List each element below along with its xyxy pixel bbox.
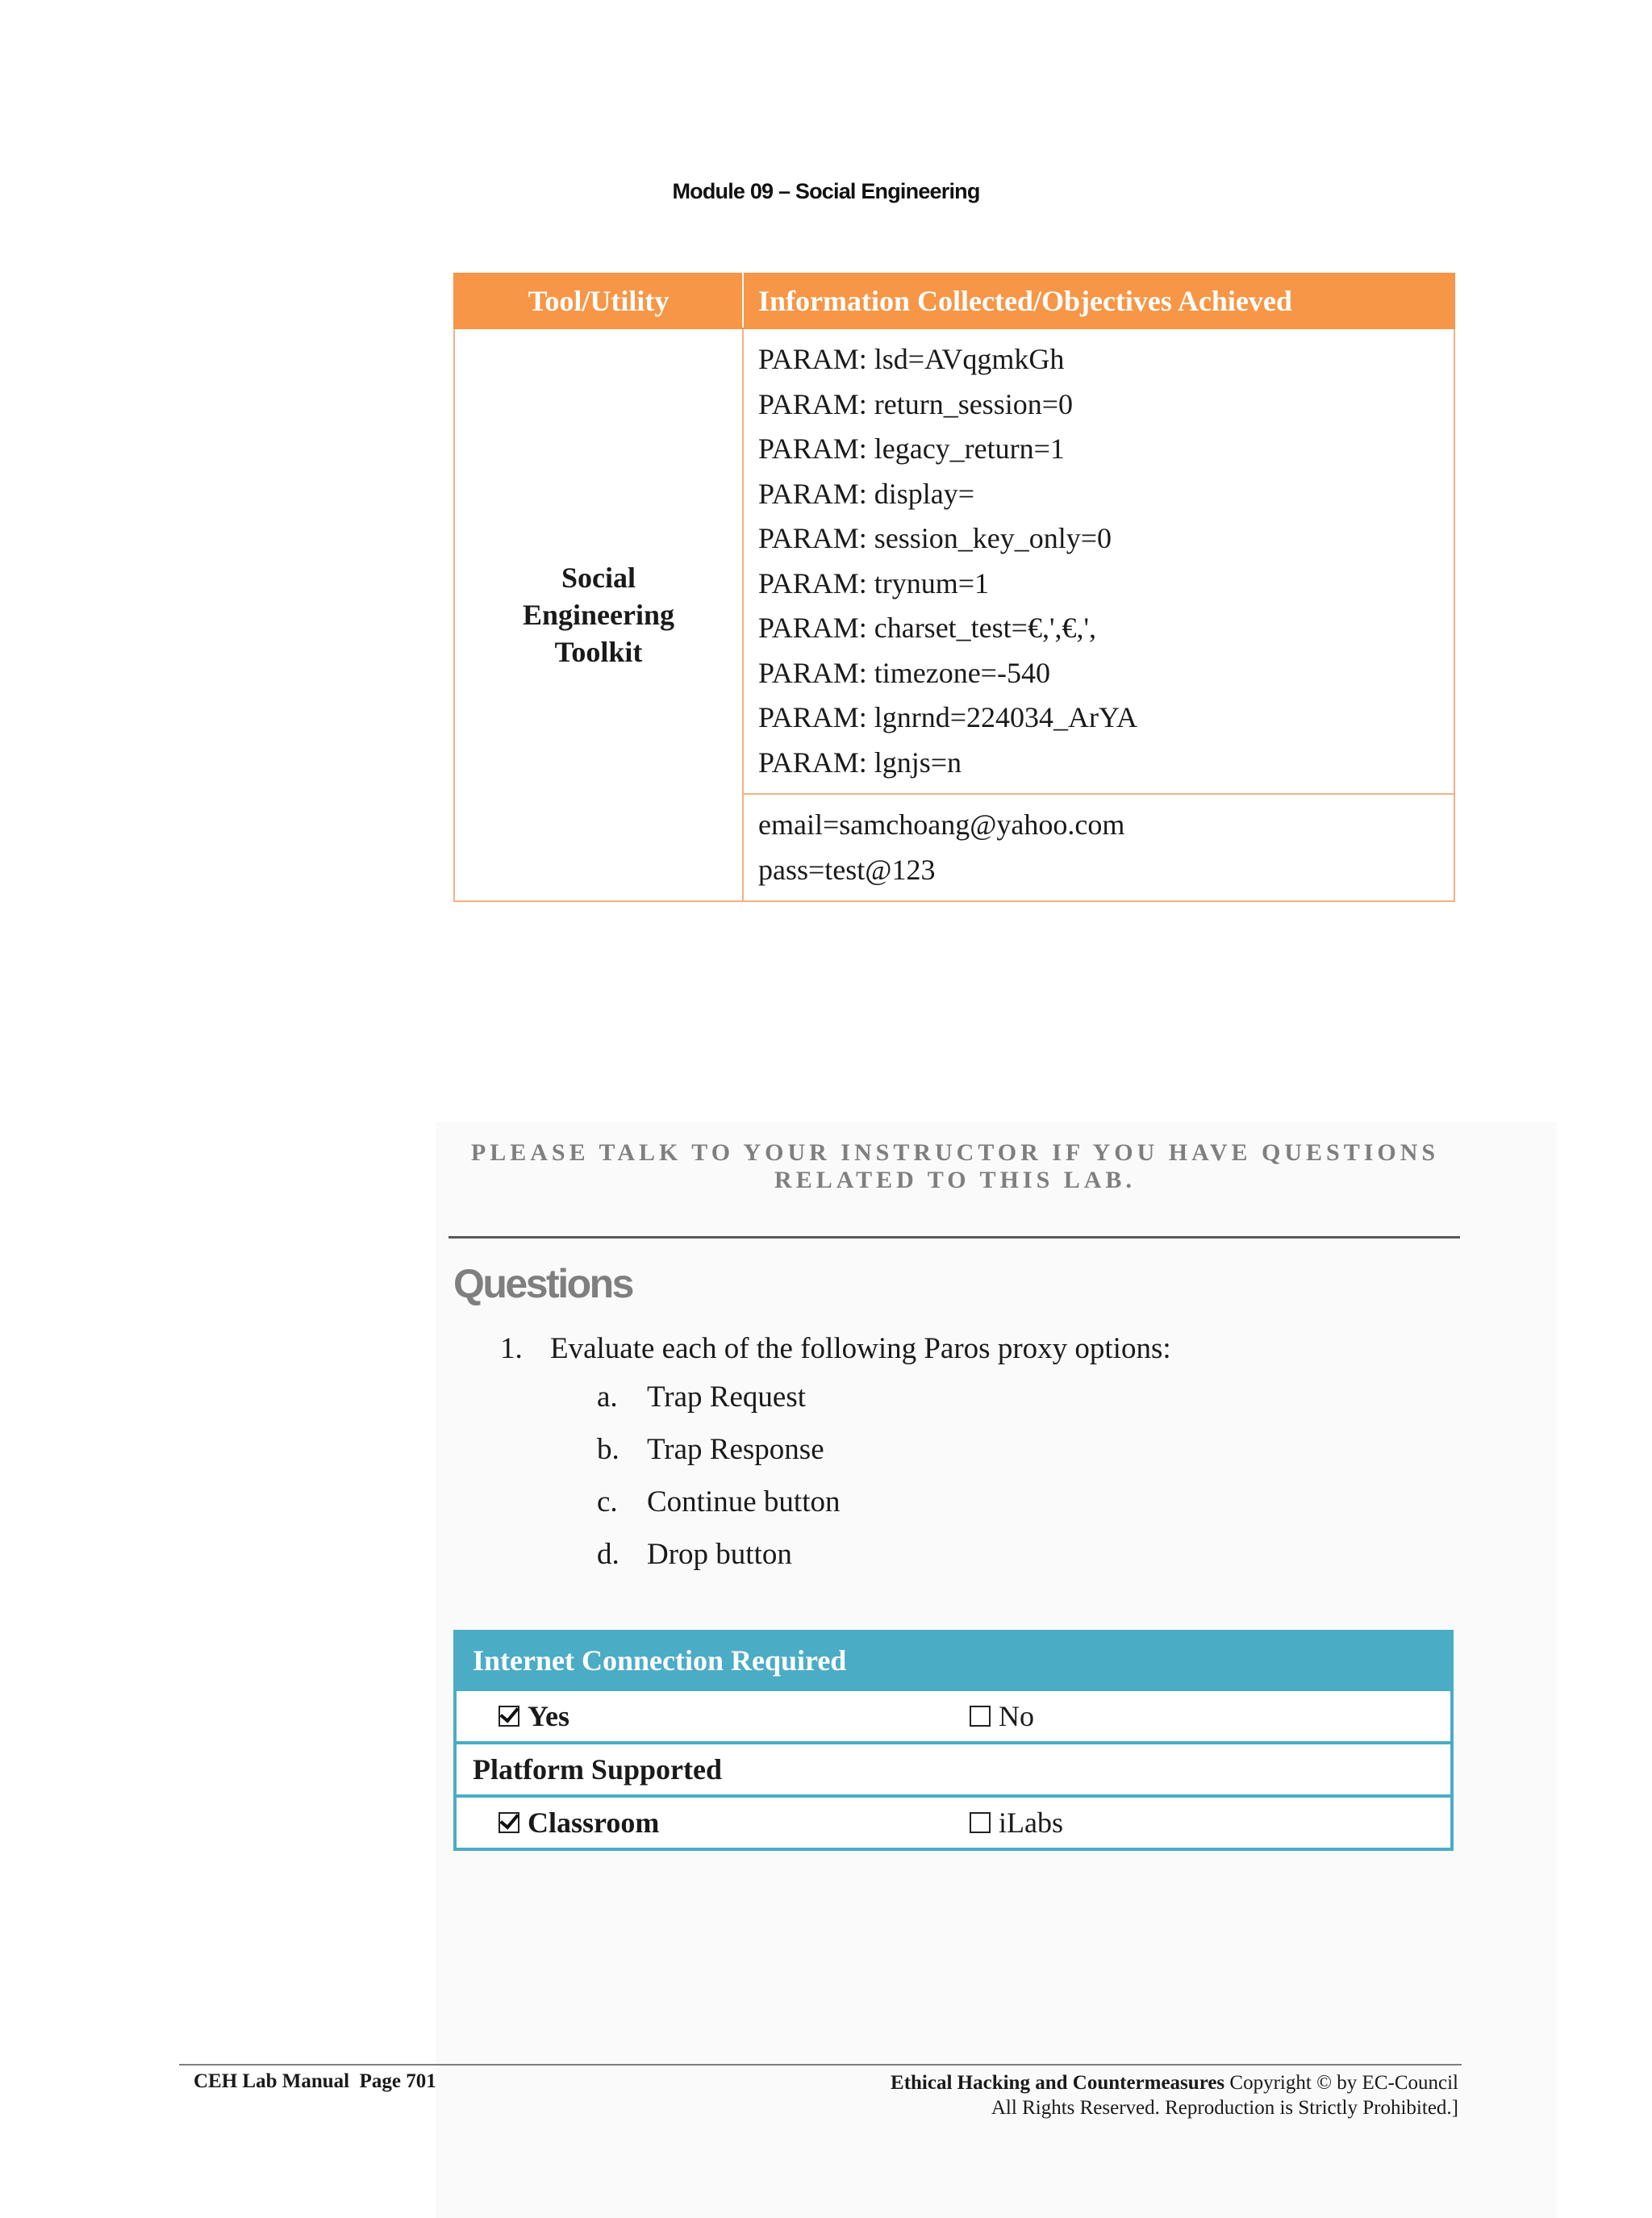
list-item-text: Drop button (647, 1538, 792, 1571)
list-item (597, 1539, 840, 1591)
footer-rights: All Rights Reserved. Reproduction is Strictly Prohibited.] (991, 2097, 1458, 2119)
table-row (455, 1796, 1452, 1849)
question-number: 1. (500, 1332, 523, 1365)
param-line: PARAM: display= (758, 477, 975, 510)
list-item-letter: b. (597, 1433, 620, 1466)
platform-supported-header: Platform Supported (455, 1743, 1452, 1796)
footer-copyright (891, 2070, 1458, 2120)
instructor-note-line: RELATED TO THIS LAB. (774, 1167, 1136, 1193)
checked-checkbox-icon (499, 1706, 519, 1727)
requirements-table (453, 1630, 1454, 1851)
list-item (597, 1381, 840, 1434)
list-item-letter: d. (597, 1538, 620, 1571)
credential-line: email=samchoang@yahoo.com (758, 808, 1125, 841)
param-line: PARAM: charset_test=€,',€,', (758, 612, 1096, 644)
platform-classroom-label: Classroom (528, 1806, 660, 1839)
list-item-text: Continue button (647, 1485, 841, 1518)
footer-copyright-line (891, 2070, 1458, 2095)
footer-manual (194, 2070, 436, 2093)
internet-yes-option (499, 1699, 569, 1733)
section-divider (448, 1236, 1460, 1238)
question-item (500, 1331, 1171, 1366)
platform-classroom-cell (455, 1796, 953, 1849)
internet-no-option (970, 1699, 1034, 1733)
list-item-text: Trap Response (647, 1433, 824, 1466)
footer-manual-title: CEH Lab Manual (194, 2070, 350, 2092)
platform-ilabs-option (970, 1806, 1063, 1840)
footer-divider (179, 2064, 1462, 2066)
column-header-info: Information Collected/Objectives Achieved (743, 274, 1454, 328)
table-header-row (455, 1631, 1452, 1690)
list-item (597, 1434, 840, 1486)
internet-no-label: No (999, 1699, 1034, 1732)
footer-page-number: Page 701 (359, 2070, 436, 2092)
instructor-note (453, 1139, 1457, 1194)
platform-ilabs-label: iLabs (999, 1806, 1063, 1839)
tool-name-line: Social (561, 562, 636, 594)
empty-checkbox-icon (970, 1706, 991, 1727)
footer-copyright-text: Copyright © by EC-Council (1229, 2072, 1458, 2094)
column-header-tool: Tool/Utility (454, 274, 743, 328)
list-item-letter: c. (597, 1485, 618, 1518)
question-options-list (597, 1381, 840, 1591)
footer-course: Ethical Hacking and Countermeasures (891, 2072, 1225, 2094)
param-line: PARAM: return_session=0 (758, 387, 1074, 420)
checked-checkbox-icon (499, 1812, 519, 1833)
platform-ilabs-cell (953, 1796, 1452, 1849)
param-line: PARAM: trynum=1 (758, 566, 990, 599)
empty-checkbox-icon (970, 1812, 991, 1833)
tool-results-table (453, 273, 1455, 902)
tool-name-cell (454, 328, 743, 901)
param-line: PARAM: timezone=-540 (758, 656, 1050, 689)
questions-heading: Questions (453, 1261, 632, 1306)
table-row (454, 328, 1454, 794)
param-line: PARAM: lsd=AVqgmkGh (758, 343, 1065, 375)
param-line: PARAM: lgnrnd=224034_ArYA (758, 701, 1138, 733)
platform-classroom-option (499, 1806, 659, 1840)
list-item-letter: a. (597, 1381, 618, 1414)
params-cell (743, 328, 1454, 794)
param-line: PARAM: lgnjs=n (758, 746, 962, 779)
internet-yes-label: Yes (528, 1699, 569, 1732)
list-item-text: Trap Request (647, 1381, 806, 1414)
internet-yes-cell (455, 1690, 953, 1743)
instructor-note-line: PLEASE TALK TO YOUR INSTRUCTOR IF YOU HAVE QUESTIONS (470, 1139, 1440, 1166)
tool-name-line: Toolkit (554, 636, 643, 668)
internet-required-header: Internet Connection Required (455, 1631, 1452, 1690)
question-text: Evaluate each of the following Paros proxy options: (550, 1332, 1171, 1365)
param-line: PARAM: session_key_only=0 (758, 522, 1112, 554)
table-row (455, 1743, 1452, 1796)
tool-name-line: Engineering (522, 599, 674, 631)
internet-no-cell (953, 1690, 1452, 1743)
param-line: PARAM: legacy_return=1 (758, 432, 1065, 465)
list-item (597, 1486, 840, 1539)
table-header-row (454, 274, 1454, 328)
module-header: Module 09 – Social Engineering (672, 179, 980, 203)
table-row (455, 1690, 1452, 1743)
credentials-cell (743, 794, 1454, 901)
credential-line: pass=test@123 (758, 853, 936, 886)
